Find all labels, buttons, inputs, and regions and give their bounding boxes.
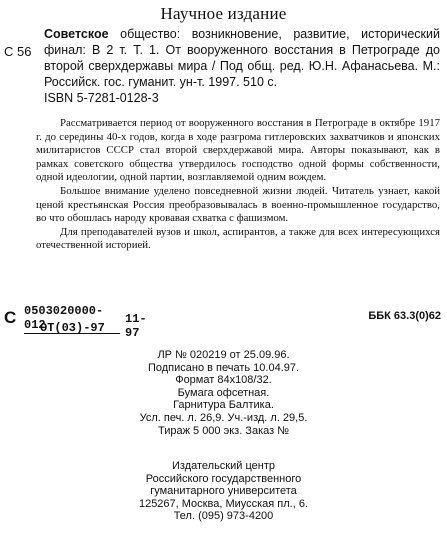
paper-line: Бумага офсетная. <box>177 386 270 399</box>
catalog-description: общество: возникновение, развитие, исторический финал: В 2 т. Т. 1. От вооруженного восстания в Петрограде до второй сверхдержавы мира / Под общ. ред. Ю.Н. Афанасьева. М.: Российск. гос. гуманит. ун-т. 1997. 510 с. <box>44 27 440 89</box>
classification-denominator: ОТ(03)-97 <box>40 321 105 335</box>
abstract <box>36 117 440 253</box>
font-line: Гарнитура Балтика. <box>173 399 274 412</box>
print-run-line: Тираж 5 000 экз. Заказ № <box>157 424 290 437</box>
isbn: ISBN 5-7281-0128-3 <box>44 91 159 105</box>
bibliographic-description <box>44 26 440 106</box>
abstract-paragraph: Для преподавателей вузов и школ, аспирантов, а также для всех интересующихся отечественной историей. <box>36 225 440 252</box>
sheets-line: Усл. печ. л. 26,9. Уч.-изд. л. 29,5. <box>139 411 308 424</box>
publisher-phone: Тел. (095) 973-4200 <box>173 510 274 523</box>
publisher-address: 125267, Москва, Миусская пл., 6. <box>138 497 309 510</box>
publisher-line: Издательский центр <box>171 460 275 472</box>
classification-suffix: 11-97 <box>125 312 147 340</box>
abstract-paragraph: Большое внимание уделено повседневной жизни людей. Читатель узнает, какой ценой крестьянская Россия преобразовывалась в военно-промышленное государство, во что обошлась народу кровавая схватка с фашизмом. <box>36 184 440 225</box>
license-line: ЛР № 020219 от 25.09.96. <box>157 349 290 361</box>
imprint-block <box>0 349 447 437</box>
catalog-code: С 56 <box>4 44 32 59</box>
publisher-block <box>0 460 447 523</box>
abstract-paragraph: Рассматривается период от вооруженного восстания в Петрограде в октябре 1917 г. до середины 40-х годов, когда в ходе разгрома гитлеровских захватчиков и японских милитаристов СССР стал второй сверхдержавой мира. Авторы показывают, как в рамках советского общества утвердилось господство одной формы собственности, одной идеологии, одной партии, возглавляемой одним вождем. <box>36 117 440 184</box>
format-line: Формат 84x108/32. <box>175 374 272 387</box>
classification-numerator: 0503020000-012 <box>24 304 120 334</box>
edition-heading: Научное издание <box>160 4 287 23</box>
catalog-title-word: Советское <box>44 27 109 41</box>
signed-line: Подписано в печать 10.04.97. <box>147 361 300 374</box>
classification-letter: С <box>4 308 17 327</box>
bbk-index: ББК 63.3(0)62 <box>368 310 441 322</box>
publisher-line: Российского государственного <box>145 472 302 485</box>
publisher-line: гуманитарного университета <box>150 485 297 498</box>
